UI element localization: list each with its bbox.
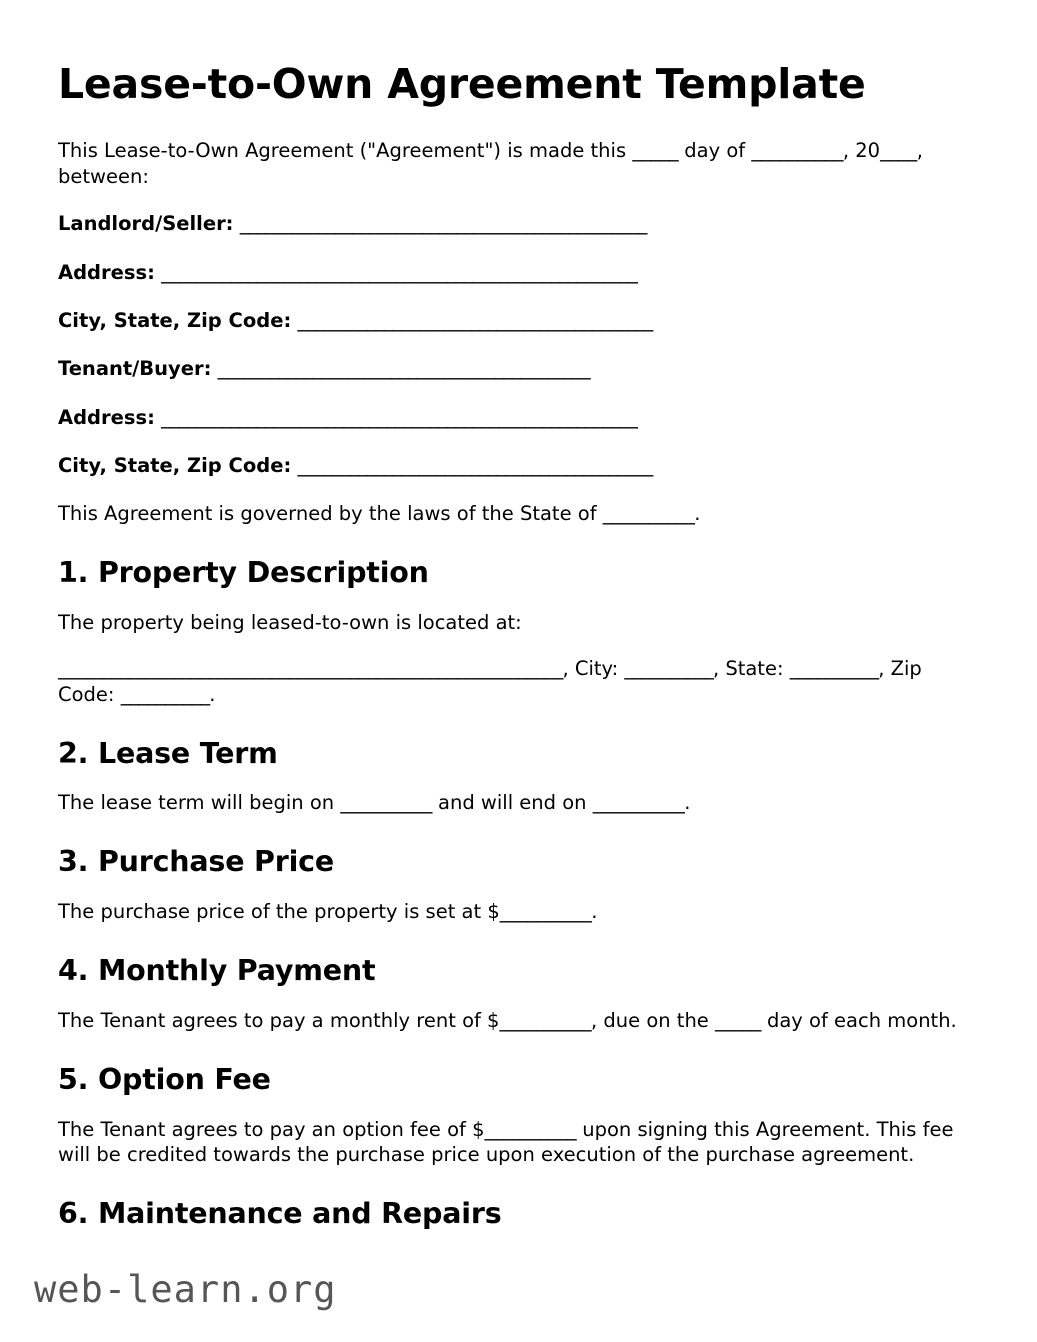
property-state-label: , State: — [712, 656, 790, 680]
intro-blank-day[interactable]: _____ — [632, 138, 679, 162]
section-heading-purchase-price: 3. Purchase Price — [58, 845, 334, 879]
governing-law-period: . — [694, 502, 701, 526]
option-fee-text-part2: upon signing this Agreement. This fee will be credited towards the purchase price upon execution of the purchase agreement. — [58, 1117, 954, 1167]
monthly-payment-text-part2: , due on the — [590, 1008, 716, 1032]
section-body-property-description: The property being leased-to-own is located at: — [58, 610, 522, 634]
intro-blank-month[interactable]: __________ — [751, 138, 843, 162]
monthly-payment-text-part3: day of each month. — [760, 1008, 957, 1032]
option-fee-text-part1: The Tenant agrees to pay an option fee of $ — [58, 1117, 485, 1141]
section-body-monthly-payment — [58, 1008, 980, 1034]
property-address-line — [58, 656, 983, 708]
document-body — [58, 62, 980, 1251]
intro-text-part3: , 20 — [842, 138, 881, 162]
party-blank[interactable]: _______________________________________________ — [239, 212, 647, 236]
party-field-tenant-address — [58, 405, 980, 430]
party-label: City, State, Zip Code: — [58, 309, 292, 333]
intro-text-part1: This Lease-to-Own Agreement ("Agreement") is made this — [58, 138, 633, 162]
lease-term-period: . — [684, 791, 691, 815]
intro-blank-year[interactable]: ____ — [880, 138, 917, 162]
party-blank[interactable]: ___________________________________________ — [217, 357, 590, 381]
purchase-price-period: . — [591, 900, 598, 924]
intro-text-part4: , between: — [58, 138, 923, 188]
governing-law-paragraph — [58, 501, 980, 527]
section-body-option-fee — [58, 1117, 980, 1169]
party-label: City, State, Zip Code: — [58, 454, 292, 478]
purchase-price-text-part1: The purchase price of the property is set at $ — [58, 900, 500, 924]
party-label: Address: — [58, 260, 155, 284]
monthly-payment-blank-day[interactable]: _____ — [715, 1008, 761, 1032]
party-field-landlord-address — [58, 260, 980, 285]
lease-term-text-part2: and will end on — [431, 791, 593, 815]
section-heading-lease-term: 2. Lease Term — [58, 736, 278, 770]
monthly-payment-blank-rent[interactable]: __________ — [499, 1008, 591, 1032]
monthly-payment-text-part1: The Tenant agrees to pay a monthly rent of $ — [58, 1008, 500, 1032]
lease-term-blank-start[interactable]: __________ — [340, 791, 432, 815]
watermark: web-learn.org — [34, 1268, 337, 1311]
governing-law-blank-state[interactable]: __________ — [602, 502, 695, 526]
party-field-tenant-buyer — [58, 356, 980, 381]
party-label: Address: — [58, 405, 155, 429]
section-heading-option-fee: 5. Option Fee — [58, 1062, 271, 1096]
property-blank-state[interactable]: __________ — [789, 656, 879, 680]
party-field-tenant-city-state-zip — [58, 453, 980, 478]
section-heading-property-description: 1. Property Description — [58, 556, 429, 590]
section-heading-monthly-payment: 4. Monthly Payment — [58, 954, 376, 988]
governing-law-text: This Agreement is governed by the laws of the State of — [58, 502, 603, 526]
intro-paragraph — [58, 138, 980, 189]
lease-term-text-part1: The lease term will begin on — [58, 791, 341, 815]
party-blank[interactable]: _________________________________________ — [297, 454, 653, 478]
party-blank[interactable]: _______________________________________________________ — [161, 260, 637, 284]
page-title: Lease-to-Own Agreement Template — [58, 60, 866, 108]
party-label: Landlord/Seller: — [58, 212, 234, 236]
property-blank-address[interactable]: _________________________________________________________ — [58, 656, 563, 680]
property-zip-label: , Zip Code: — [58, 656, 922, 706]
party-blank[interactable]: _________________________________________ — [297, 309, 653, 333]
party-blank[interactable]: _______________________________________________________ — [161, 405, 637, 429]
party-label: Tenant/Buyer: — [58, 357, 212, 381]
property-city-label: , City: — [562, 656, 625, 680]
section-body-purchase-price — [58, 899, 980, 925]
intro-text-part2: day of — [678, 138, 752, 162]
section-heading-maintenance-and-repairs: 6. Maintenance and Repairs — [58, 1197, 502, 1231]
party-field-landlord-seller — [58, 211, 980, 236]
lease-term-blank-end[interactable]: __________ — [592, 791, 685, 815]
property-blank-zip[interactable]: __________ — [120, 682, 210, 706]
property-period: . — [209, 682, 216, 706]
purchase-price-blank[interactable]: __________ — [499, 900, 592, 924]
property-blank-city[interactable]: __________ — [624, 656, 713, 680]
option-fee-blank[interactable]: __________ — [484, 1117, 577, 1141]
party-field-landlord-city-state-zip — [58, 308, 980, 333]
section-body-lease-term — [58, 790, 980, 816]
